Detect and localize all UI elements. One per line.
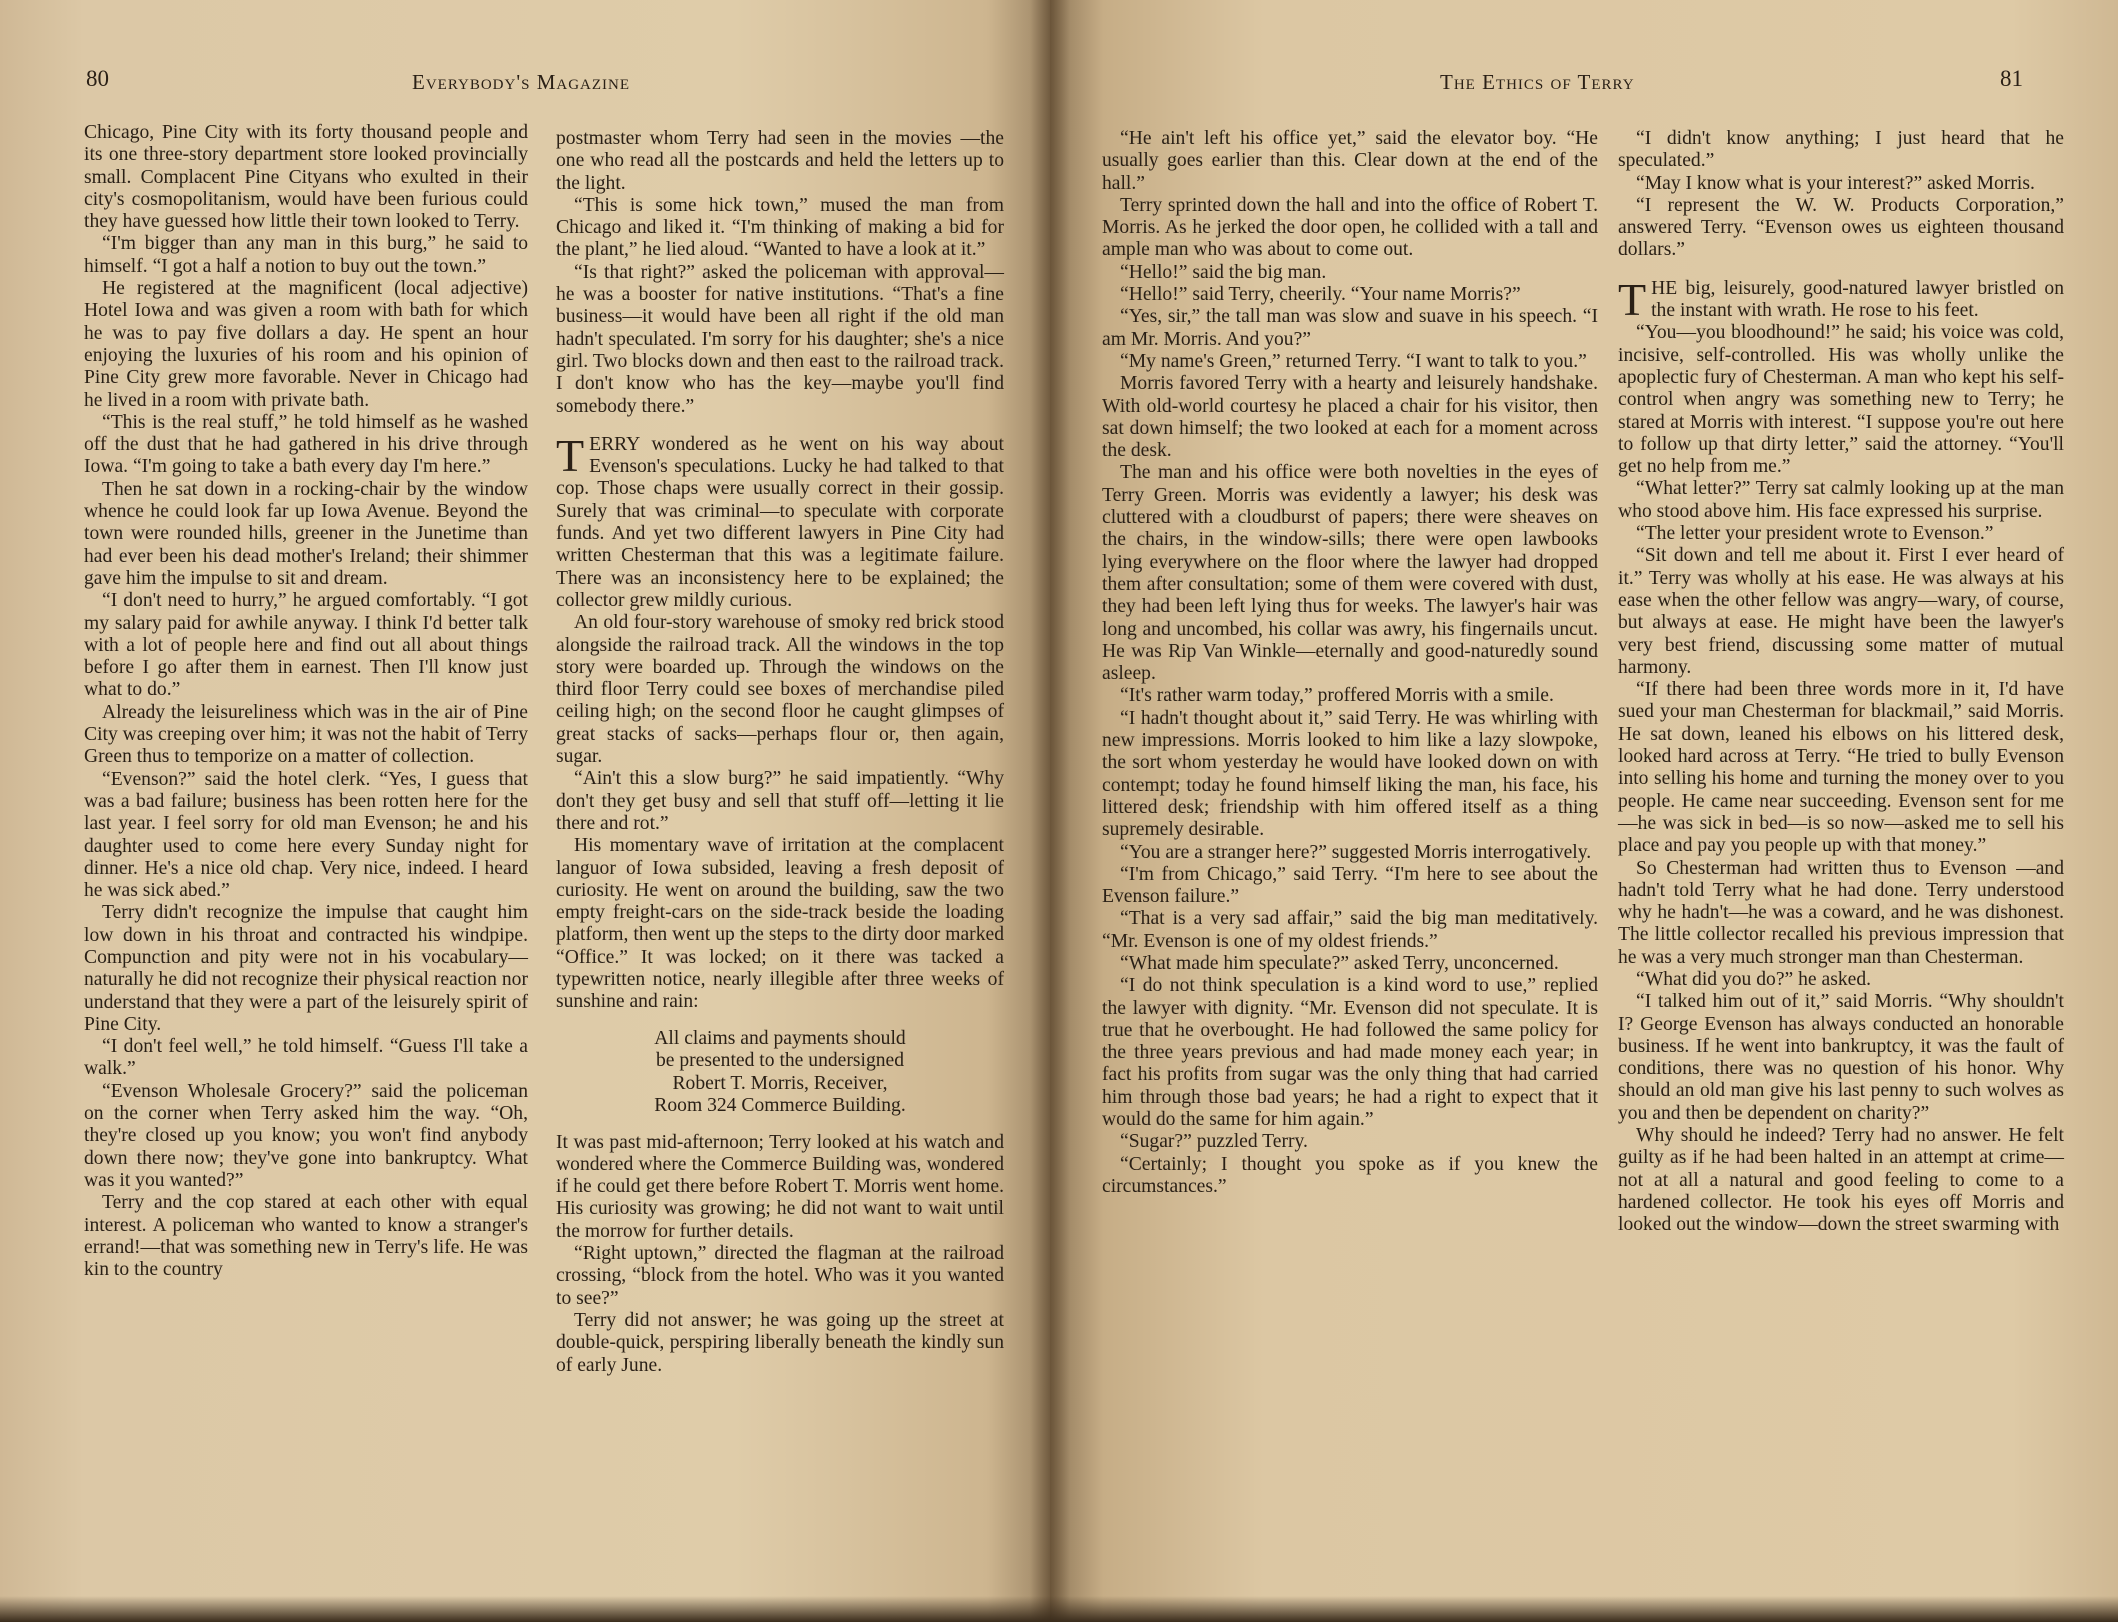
left-page (0, 0, 1050, 1622)
paragraph: “I didn't know anything; I just heard that he speculated.” (1618, 128, 2064, 172)
paragraph: “This is the real stuff,” he told himself as he washed off the dust that he had gathered in his drive through Iowa. “I'm going to take a bath every day I'm here.” (84, 411, 528, 478)
notice-line: be presented to the undersigned (655, 1050, 905, 1072)
page-bottom-edge (0, 1596, 2118, 1622)
paragraph: Chicago, Pine City with its forty thousand people and its one three-story department store looked provincially small. Complacent Pine Cityans who exulted in their city's cosmopolitanism, would have been furious could they have guessed how little their town looked to Terry. (84, 122, 528, 233)
paragraph: “It's rather warm today,” proffered Morris with a smile. (1120, 685, 1554, 707)
paragraph: Already the leisureliness which was in the air of Pine City was creeping over him; it was not the habit of Terry Green thus to temporize on a matter of collection. (84, 701, 528, 768)
paragraph: “I talked him out of it,” said Morris. “Why shouldn't I? George Evenson has always conducted an honorable business. If he went into bankruptcy, it was the fault of conditions, there was no question of his honor. Why should an old man give his last penny to such wolves as you and then be dependent on charity?” (1618, 991, 2064, 1124)
paragraph: “Hello!” said the big man. (1120, 261, 1327, 283)
paragraph: Terry sprinted down the hall and into the office of Robert T. Morris. As he jerked the door open, he collided with a tall and ample man who was about to come out. (1102, 194, 1598, 261)
paragraph: “That is a very sad affair,” said the big man meditatively. “Mr. Evenson is one of my oldest friends.” (1102, 908, 1598, 952)
paragraph: Morris favored Terry with a hearty and leisurely handshake. With old-world courtesy he placed a chair for his visitor, then sat down himself; the two looked at each for a moment across the desk. (1102, 373, 1598, 462)
notice-line: All claims and payments should (654, 1027, 906, 1049)
paragraph: “Is that right?” asked the policeman with approval—he was a booster for native institutions. “That's a fine business—it would have been all right if the old man hadn't speculated. I'm sorry for his daughter; she's a nice girl. Two blocks down and then east to the railroad track. I don't know who has the key—maybe you'll find somebody there.” (556, 261, 1004, 417)
paragraph: “Sit down and tell me about it. First I ever heard of it.” Terry was wholly at his ease. He was always at his ease when the other fellow was angry—wary, of course, but always at ease. He might have been the lawyer's very best friend, discussing some matter of mutual harmony. (1618, 545, 2064, 678)
section-start-text: ERRY wondered as he went on his way about Evenson's speculations. Lucky he had talked to that cop. Those chaps were usually correct in their gossip. Surely that was criminal—to speculate with corporate funds. And yet two different lawyers in Pine City had written Chesterman that this was a legitimate failure. There was an inconsistency here to be explained; the collector grew mildly curious. (556, 433, 1004, 611)
right-page (1050, 0, 2118, 1622)
paragraph: “Certainly; I thought you spoke as if you knew the circumstances.” (1102, 1153, 1598, 1197)
paragraph: “I don't feel well,” he told himself. “Guess I'll take a walk.” (84, 1036, 528, 1080)
paragraph: Terry did not answer; he was going up the street at double-quick, perspiring liberally beneath the kindly sun of early June. (556, 1309, 1004, 1376)
section-start-text: HE big, leisurely, good-natured lawyer bristled on the instant with wrath. He rose to his feet. (1651, 277, 2064, 322)
section-start-paragraph (556, 429, 1004, 612)
paragraph: “Right uptown,” directed the flagman at the railroad crossing, “block from the hotel. Who was it you wanted to see?” (556, 1243, 1004, 1309)
right-column-1 (1102, 128, 1598, 1198)
paragraph: Terry didn't recognize the impulse that caught him low down in his throat and contracted his windpipe. Compunction and pity were not in his vocabulary—naturally he did not recognize their physical reaction nor understand that they were a part of the leisurely spirit of Pine City. (84, 902, 528, 1035)
notice-line: Room 324 Commerce Building. (654, 1095, 906, 1117)
paragraph: “I'm bigger than any man in this burg,” he said to himself. “I got a half a notion to buy out the town.” (84, 233, 528, 277)
paragraph: “Sugar?” puzzled Terry. (1120, 1131, 1308, 1153)
paragraph: “Evenson?” said the hotel clerk. “Yes, I guess that was a bad failure; business has been rotten here for the last year. I feel sorry for old man Evenson; he and his daughter used to come here every Sunday night for dinner. He's a nice old chap. Very nice, indeed. I heard he was sick abed.” (84, 768, 528, 902)
paragraph: “What made him speculate?” asked Terry, unconcerned. (1120, 952, 1559, 974)
paragraph: It was past mid-afternoon; Terry looked at his watch and wondered where the Commerce Building was, wondered if he could get there before Robert T. Morris went home. His curiosity was growing; he did not want to wait until the morrow for further details. (556, 1131, 1004, 1242)
drop-cap: T (556, 429, 585, 481)
paragraph: “May I know what is your interest?” asked Morris. (1636, 172, 2035, 194)
running-head-right: The Ethics of Terry (1440, 70, 1635, 94)
paragraph: “What letter?” Terry sat calmly looking up at the man who stood above him. His face expressed his surprise. (1618, 478, 2064, 522)
paragraph: He registered at the magnificent (local adjective) Hotel Iowa and was given a room with bath for which he was to pay five dollars a day. He spent an hour enjoying the luxuries of his room and his opinion of Pine City grew more favorable. Never in Chicago had he lived in a room with private bath. (84, 278, 528, 411)
left-column-1 (84, 122, 528, 1281)
paragraph: Then he sat down in a rocking-chair by the window whence he could look far up Iowa Avenue. Beyond the town were rounded hills, greener in the Junetime than had ever been his dead mother's Ireland; their shimmer gave him the impulse to sit and dream. (84, 478, 528, 589)
paragraph: “He ain't left his office yet,” said the elevator boy. “He usually goes earlier than this. Clear down at the end of the hall.” (1102, 128, 1598, 194)
paragraph: The man and his office were both novelties in the eyes of Terry Green. Morris was evidently a lawyer; his desk was cluttered with a cloudburst of papers; there were sheaves on the chairs, in the window-sills; there were open lawbooks lying everywhere on the floor where the lawyer had dropped them after consultation; some of them were covered with dust, they had been left lying thus for weeks. The lawyer's hair was long and uncombed, his collar was awry, his fingernails uncut. He was Rip Van Winkle—eternally and good-naturedly sound asleep. (1102, 462, 1598, 685)
paragraph: “This is some hick town,” mused the man from Chicago and liked it. “I'm thinking of making a bid for the plant,” he lied aloud. “Wanted to have a look at it.” (556, 194, 1004, 261)
paragraph: So Chesterman had written thus to Evenson —and hadn't told Terry what he had done. Terry understood why he hadn't—he was a coward, and he was dishonest. The little collector recalled his previous impression that he was a very much stronger man than Chesterman. (1618, 857, 2064, 968)
paragraph: “I represent the W. W. Products Corporation,” answered Terry. “Evenson owes us eighteen thousand dollars.” (1618, 194, 2064, 261)
paragraph: Terry and the cop stared at each other with equal interest. A policeman who wanted to know a stranger's errand!—that was something new in Terry's life. He was kin to the country (84, 1192, 528, 1281)
page-number-right: 81 (2000, 66, 2023, 91)
page-number-left: 80 (86, 66, 109, 91)
paragraph: “I don't need to hurry,” he argued comfortably. “I got my salary paid for awhile anyway. I think I'd better talk with a lot of people here and find out all about things before I go after them in earnest. Then I'll know just what to do.” (84, 590, 528, 701)
paragraph: “If there had been three words more in it, I'd have sued your man Chesterman for blackmail,” said Morris. He sat down, leaned his elbows on his littered desk, looked hard across at Terry. “He tried to bully Evenson into selling his home and turning the money over to you people. He came near succeeding. Evenson sent for me—he was sick in bed—is so now—asked me to sell his place and pay you people up with that money.” (1618, 679, 2064, 857)
paragraph: “I hadn't thought about it,” said Terry. He was whirling with new impressions. Morris looked to him like a lazy slowpoke, the sort whom yesterday he would have looked down on with contempt; today he found himself liking the man, his face, his littered desk; friendship with him offered itself as a thing supremely desirable. (1102, 707, 1598, 841)
section-start-paragraph (1618, 273, 2064, 325)
paragraph: “Hello!” said Terry, cheerily. “Your name Morris?” (1120, 284, 1521, 306)
paragraph: “I do not think speculation is a kind word to use,” replied the lawyer with dignity. “Mr. Evenson did not speculate. It is true that he overbought. He had followed the same policy for the three years previous and had made money each year; in fact his profits from sugar was the only thing that had carried him through those bad years; he had a right to expect that it would do the same for him again.” (1102, 975, 1598, 1131)
right-column-2 (1618, 128, 2064, 1237)
typewritten-notice (556, 1028, 1004, 1118)
paragraph: “You—you bloodhound!” he said; his voice was cold, incisive, self-controlled. His was wholly unlike the apoplectic fury of Chesterman. A man who kept his self-control when angry was something new to Terry; he stared at Morris with interest. “I suppose you're out here to follow up that dirty letter,” said the attorney. “You'll get no help from me.” (1618, 322, 2064, 478)
running-head-left: Everybody's Magazine (412, 70, 631, 94)
paragraph: Why should he indeed? Terry had no answer. He felt guilty as if he had been halted in an attempt at crime—not at all a natural and good feeling to come to a hardened collector. He took his eyes off Morris and looked out the window—down the street swarming with (1618, 1125, 2064, 1236)
paragraph: “My name's Green,” returned Terry. “I want to talk to you.” (1120, 350, 1587, 372)
drop-cap: T (1618, 273, 1647, 325)
paragraph: “Yes, sir,” the tall man was slow and suave in his speech. “I am Mr. Morris. And you?” (1102, 306, 1598, 350)
notice-line: Robert T. Morris, Receiver, (672, 1072, 888, 1094)
book-gutter (1030, 0, 1070, 1622)
paragraph: “Evenson Wholesale Grocery?” said the policeman on the corner when Terry asked him the way. “Oh, they're closed up you know; you won't find anybody down there now; they've gone into bankruptcy. What was it you wanted?” (84, 1080, 528, 1191)
paragraph: His momentary wave of irritation at the complacent languor of Iowa subsided, leaving a fresh deposit of curiosity. He went on around the building, saw the two empty freight-cars on the side-track beside the loading platform, then went up the steps to the dirty door marked “Office.” It was locked; on it there was tacked a typewritten notice, nearly illegible after three weeks of sunshine and rain: (556, 835, 1004, 1013)
left-column-2 (556, 128, 1004, 1377)
paragraph: “You are a stranger here?” suggested Morris interrogatively. (1120, 841, 1592, 863)
paragraph: postmaster whom Terry had seen in the movies —the one who read all the postcards and held the letters up to the light. (556, 128, 1004, 194)
paragraph: An old four-story warehouse of smoky red brick stood alongside the railroad track. All the windows in the top story were boarded up. Through the windows on the third floor Terry could see boxes of merchandise piled ceiling high; on the second floor he caught glimpses of great stacks of sacks—perhaps flour or, then again, sugar. (556, 612, 1004, 768)
paragraph: “Ain't this a slow burg?” he said impatiently. “Why don't they get busy and sell that stuff off—letting it lie there and rot.” (556, 768, 1004, 834)
paragraph: “What did you do?” he asked. (1636, 968, 1872, 990)
paragraph: “I'm from Chicago,” said Terry. “I'm here to see about the Evenson failure.” (1102, 863, 1598, 908)
paragraph: “The letter your president wrote to Evenson.” (1636, 523, 1994, 545)
